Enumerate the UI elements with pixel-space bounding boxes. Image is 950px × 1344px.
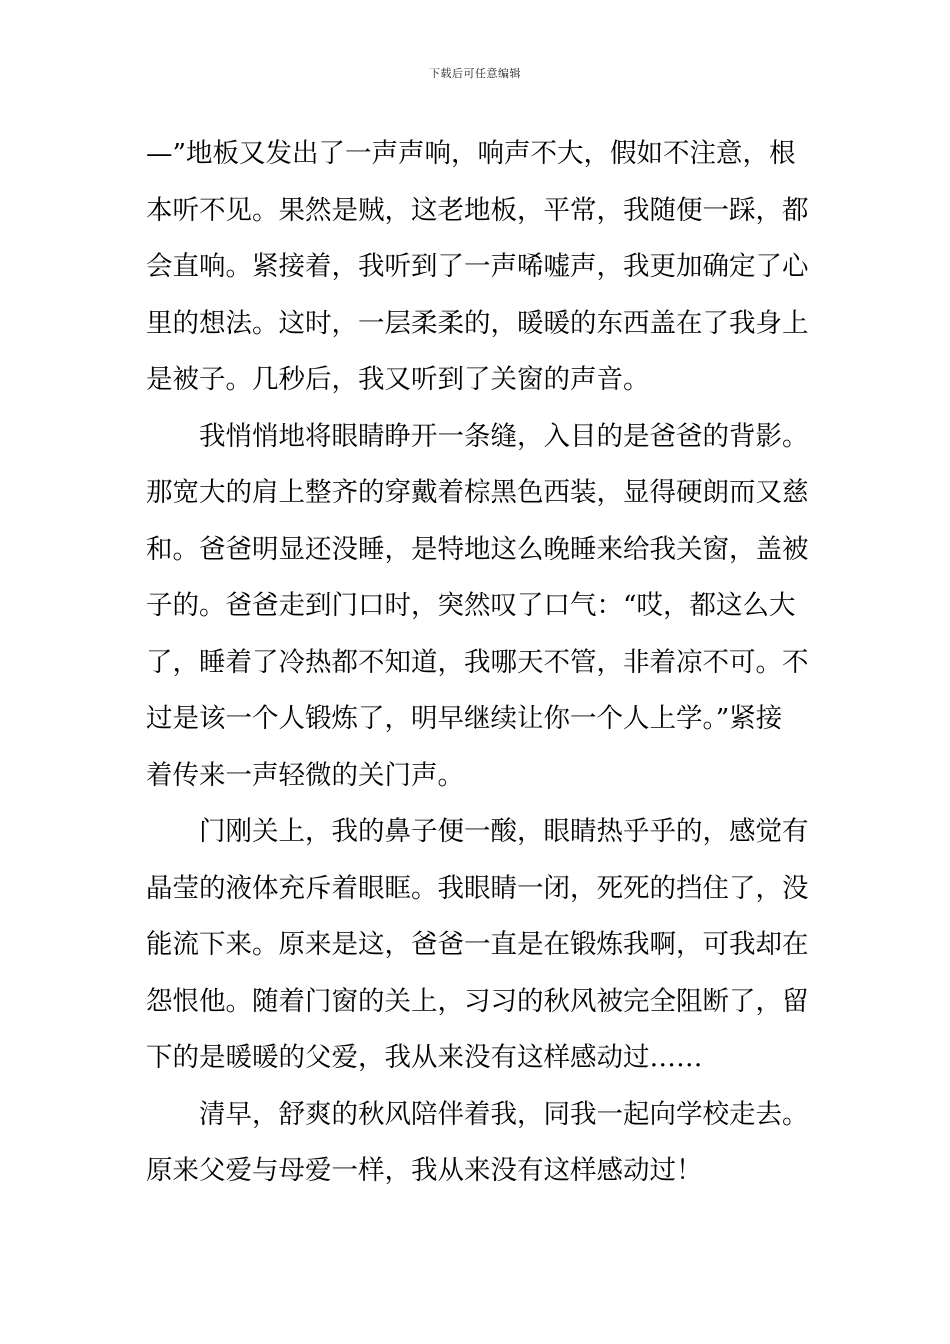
document-body	[146, 126, 808, 1200]
page-header: 下载后可任意编辑	[429, 67, 521, 80]
text-line: 和。爸爸明显还没睡，是特地这么晚睡来给我关窗，盖被	[146, 533, 809, 565]
text-line: —”地板又发出了一声声响，响声不大，假如不注意，根	[146, 138, 796, 169]
text-line: 下的是暖暖的父爱，我从来没有这样感动过……	[146, 1042, 703, 1073]
text-line: 能流下来。原来是这，爸爸一直是在锻炼我啊，可我却在	[146, 929, 809, 960]
text-line: 怨恨他。随着门窗的关上，习习的秋风被完全阻断了，留	[146, 985, 809, 1017]
text-line: 原来父爱与母爱一样，我从来没有这样感动过！	[146, 1155, 703, 1186]
text-line: 门刚关上，我的鼻子便一酸，眼睛热乎乎的，感觉有	[199, 816, 809, 847]
text-line: 了，睡着了冷热都不知道，我哪天不管，非着凉不可。不	[146, 646, 809, 678]
text-line: 本听不见。果然是贼，这老地板，平常，我随便一踩，都	[146, 194, 809, 226]
text-line: 晶莹的液体充斥着眼眶。我眼睛一闭，死死的挡住了，没	[146, 872, 809, 904]
paragraph	[146, 1087, 808, 1200]
text-line: 会直响。紧接着，我听到了一声唏嘘声，我更加确定了心	[146, 251, 809, 282]
text-line: 着传来一声轻微的关门声。	[146, 759, 464, 791]
text-line: 是被子。几秒后，我又听到了关窗的声音。	[146, 364, 650, 395]
paragraph	[146, 409, 808, 805]
text-line: 里的想法。这时，一层柔柔的，暖暖的东西盖在了我身上	[146, 307, 809, 339]
text-line: 子的。爸爸走到门口时，突然叹了口气：“哎，都这么大	[146, 590, 796, 621]
text-line: 我悄悄地将眼睛睁开一条缝，入目的是爸爸的背影。	[199, 420, 809, 452]
paragraph	[146, 804, 808, 1087]
text-line: 那宽大的肩上整齐的穿戴着棕黑色西装，显得硬朗而又慈	[146, 477, 809, 508]
paragraph	[146, 126, 808, 409]
text-line: 清早，舒爽的秋风陪伴着我，同我一起向学校走去。	[199, 1098, 809, 1130]
text-line: 过是该一个人锻炼了，明早继续让你一个人上学。”紧接	[146, 703, 783, 734]
